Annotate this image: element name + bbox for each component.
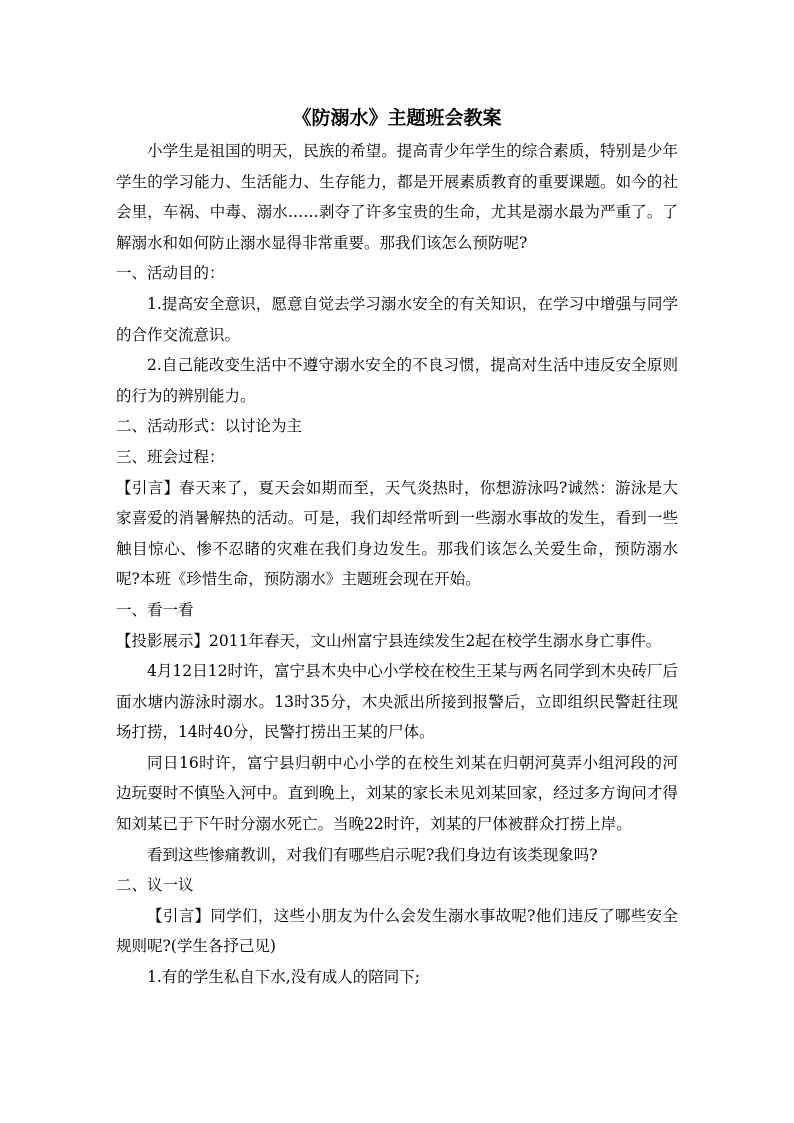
body-paragraph: 2.自己能改变生活中不遵守溺水安全的不良习惯，提高对生活中违反安全原则的行为的辨别能力。 <box>116 356 678 405</box>
body-paragraph: 看到这些惨痛教训，对我们有哪些启示呢?我们身边有该类现象吗? <box>147 845 598 864</box>
body-paragraph: 同日16时许，富宁县归朝中心小学的在校生刘某在归朝河莫弄小组河段的河边玩耍时不慎坠入河中。直到晚上，刘某的家长未见刘某回家，经过多方询问才得知刘某已于下午时分溺水死亡。当晚22时许，刘某的尸体被群众打捞上岸。 <box>116 753 678 834</box>
document-title: 《防溺水》主题班会教案 <box>292 107 502 129</box>
section-line: 二、议一议 <box>116 876 194 895</box>
document-page <box>116 100 678 993</box>
body-paragraph: 1.有的学生私自下水,没有成人的陪同下; <box>147 968 420 987</box>
body-paragraph: 小学生是祖国的明天，民族的希望。提高青少年学生的综合素质，特别是少年学生的学习能力、生活能力、生存能力，都是开展素质教育的重要课题。如今的社会里，车祸、中毒、溺水……剥夺了许多宝贵的生命，尤其是溺水最为严重了。了解溺水和如何防止溺水显得非常重要。那我们该怎么预防呢? <box>116 142 678 252</box>
section-line: 三、班会过程： <box>116 447 225 466</box>
body-paragraph: 1.提高安全意识，愿意自觉去学习溺水安全的有关知识，在学习中增强与同学的合作交流意识。 <box>116 294 678 344</box>
document-body <box>116 136 678 993</box>
body-paragraph: 4月12日12时许，富宁县木央中心小学校在校生王某与两名同学到木央砖厂后面水塘内游泳时溺水。13时35分，木央派出所接到报警后，立即组织民警赶往现场打捞，14时40分，民警打捞出王某的尸体。 <box>116 662 678 742</box>
section-line: 一、看一看 <box>116 600 194 619</box>
section-line: 二、活动形式：以讨论为主 <box>116 417 303 436</box>
section-line: 一、活动目的： <box>116 264 225 283</box>
section-line: 【引言】春天来了，夏天会如期而至，天气炎热时，你想游泳吗?诚然：游泳是大家喜爱的消暑解热的活动。可是，我们却经常听到一些溺水事故的发生，看到一些触目惊心、惨不忍睹的灾难在我们身边发生。那我们该怎么关爱生命，预防溺水呢?本班《珍惜生命，预防溺水》主题班会现在开始。 <box>116 478 678 589</box>
body-paragraph: 【引言】同学们，这些小朋友为什么会发生溺水事故呢?他们违反了哪些安全规则呢?(学生各抒己见) <box>116 906 678 956</box>
section-line: 【投影展示】2011年春天，文山州富宁县连续发生2起在校学生溺水身亡事件。 <box>116 631 662 650</box>
